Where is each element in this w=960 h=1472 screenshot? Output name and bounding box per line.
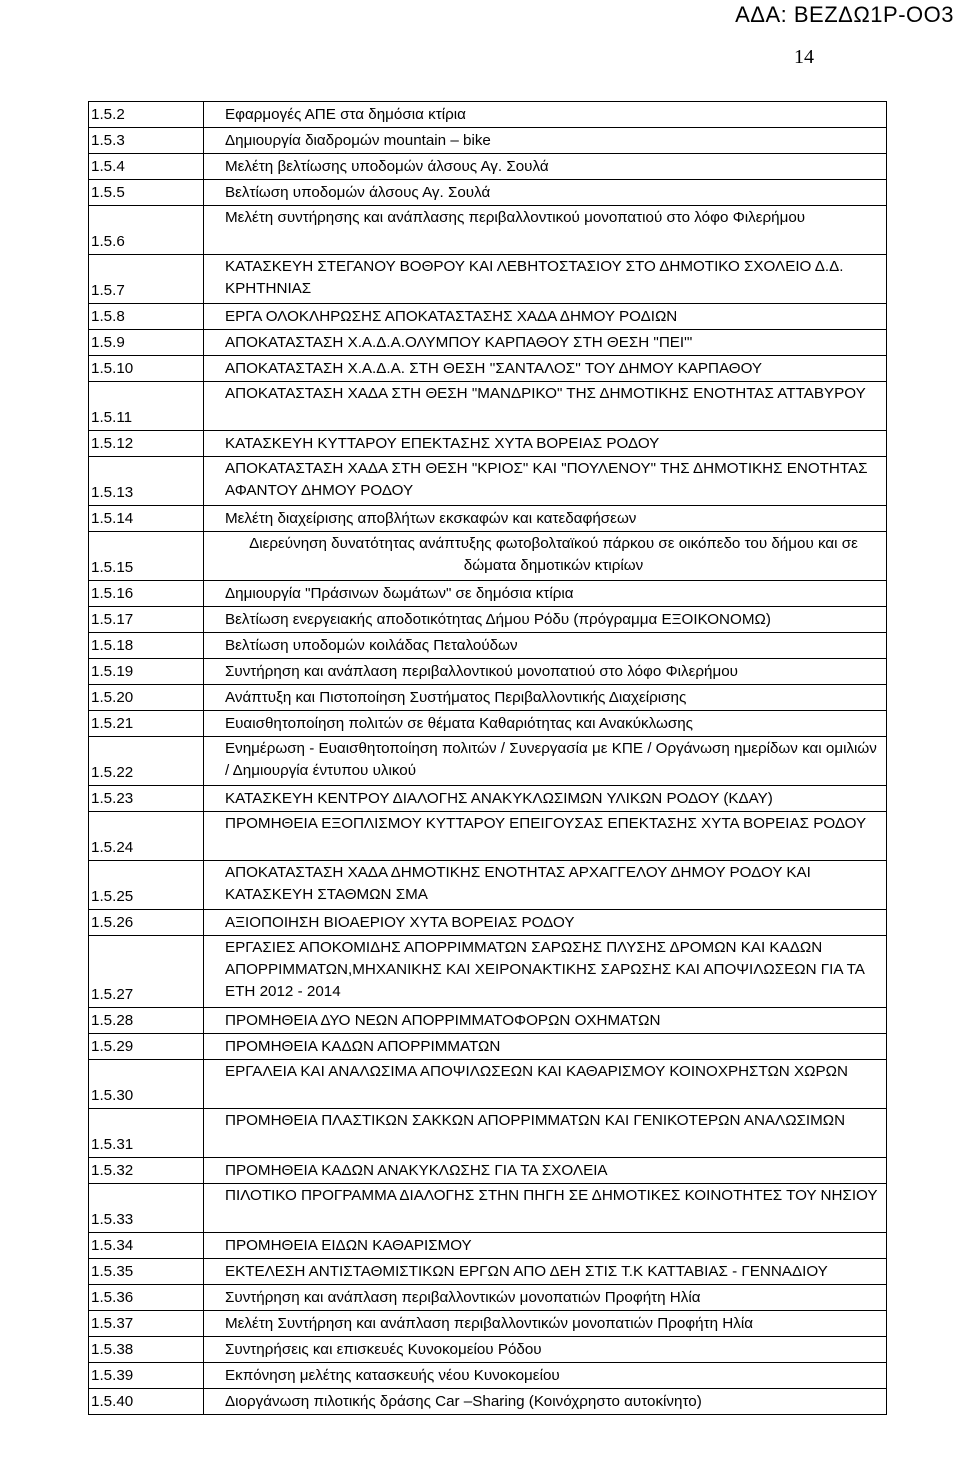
item-code: 1.5.22 [89, 737, 204, 786]
table-row [89, 356, 887, 382]
item-description: ΠΡΟΜΗΘΕΙΑ ΚΑΔΩΝ ΑΠΟΡΡΙΜΜΑΤΩΝ [204, 1034, 887, 1060]
table-row [89, 382, 887, 431]
table-row [89, 711, 887, 737]
item-code: 1.5.18 [89, 633, 204, 659]
table-row [89, 1233, 887, 1259]
table-row [89, 128, 887, 154]
item-code: 1.5.27 [89, 936, 204, 1008]
table-row [89, 581, 887, 607]
table-row [89, 910, 887, 936]
item-description: ΑΠΟΚΑΤΑΣΤΑΣΗ ΧΑΔΑ ΣΤΗ ΘΕΣΗ "ΜΑΝΔΡΙΚΟ" ΤΗΣ ΔΗΜΟΤΙΚΗΣ ΕΝΟΤΗΤΑΣ ΑΤΤΑΒΥΡΟΥ [204, 382, 887, 431]
table-row [89, 1337, 887, 1363]
table-row [89, 936, 887, 1008]
item-code: 1.5.11 [89, 382, 204, 431]
item-description: ΚΑΤΑΣΚΕΥΗ ΣΤΕΓΑΝΟΥ ΒΟΘΡΟΥ ΚΑΙ ΛΕΒΗΤΟΣΤΑΣΙΟΥ ΣΤΟ ΔΗΜΟΤΙΚΟ ΣΧΟΛΕΙΟ Δ.Δ. ΚΡΗΤΗΝΙΑΣ [204, 255, 887, 304]
item-description: Διερεύνηση δυνατότητας ανάπτυξης φωτοβολταϊκού πάρκου σε οικόπεδο του δήμου και σε δώματα δημοτικών κτιρίων [204, 532, 887, 581]
item-code: 1.5.23 [89, 786, 204, 812]
table-row [89, 685, 887, 711]
item-code: 1.5.4 [89, 154, 204, 180]
table-row [89, 330, 887, 356]
item-code: 1.5.20 [89, 685, 204, 711]
item-code: 1.5.28 [89, 1008, 204, 1034]
table-row [89, 506, 887, 532]
item-description: Ενημέρωση - Ευαισθητοποίηση πολιτών / Συνεργασία με ΚΠΕ / Οργάνωση ημερίδων και ομιλιών / Δημιουργία έντυπου υλικού [204, 737, 887, 786]
item-description: Εκπόνηση μελέτης κατασκευής νέου Κυνοκομείου [204, 1363, 887, 1389]
item-code: 1.5.10 [89, 356, 204, 382]
item-code: 1.5.12 [89, 431, 204, 457]
table-row [89, 659, 887, 685]
table-row [89, 633, 887, 659]
table-row [89, 457, 887, 506]
item-code: 1.5.5 [89, 180, 204, 206]
table-row [89, 1034, 887, 1060]
table-row [89, 431, 887, 457]
table-row [89, 1109, 887, 1158]
item-code: 1.5.15 [89, 532, 204, 581]
item-description: Εφαρμογές ΑΠΕ στα δημόσια κτίρια [204, 102, 887, 128]
item-description: ΠΡΟΜΗΘΕΙΑ ΕΞΟΠΛΙΣΜΟΥ ΚΥΤΤΑΡΟΥ ΕΠΕΙΓΟΥΣΑΣ ΕΠΕΚΤΑΣΗΣ ΧΥΤΑ ΒΟΡΕΙΑΣ ΡΟΔΟΥ [204, 812, 887, 861]
item-description: Συντήρηση και ανάπλαση περιβαλλοντικών μονοπατιών Προφήτη Ηλία [204, 1285, 887, 1311]
page-number: 14 [794, 46, 814, 68]
table-row [89, 102, 887, 128]
item-description: ΑΞΙΟΠΟΙΗΣΗ ΒΙΟΑΕΡΙΟΥ ΧΥΤΑ ΒΟΡΕΙΑΣ ΡΟΔΟΥ [204, 910, 887, 936]
item-description: Βελτίωση υποδομών κοιλάδας Πεταλούδων [204, 633, 887, 659]
table-row [89, 737, 887, 786]
item-description: Διοργάνωση πιλοτικής δράσης Car –Sharing (Κοινόχρηστο αυτοκίνητο) [204, 1389, 887, 1415]
item-description: ΚΑΤΑΣΚΕΥΗ ΚΕΝΤΡΟΥ ΔΙΑΛΟΓΗΣ ΑΝΑΚΥΚΛΩΣΙΜΩΝ ΥΛΙΚΩΝ ΡΟΔΟΥ (ΚΔΑΥ) [204, 786, 887, 812]
item-code: 1.5.35 [89, 1259, 204, 1285]
item-description: Δημιουργία "Πράσινων δωμάτων" σε δημόσια κτίρια [204, 581, 887, 607]
item-description: ΠΡΟΜΗΘΕΙΑ ΕΙΔΩΝ ΚΑΘΑΡΙΣΜΟΥ [204, 1233, 887, 1259]
table-row [89, 786, 887, 812]
item-description: Ευαισθητοποίηση πολιτών σε θέματα Καθαριότητας και Ανακύκλωσης [204, 711, 887, 737]
item-code: 1.5.31 [89, 1109, 204, 1158]
item-code: 1.5.40 [89, 1389, 204, 1415]
table-row [89, 607, 887, 633]
table-row [89, 532, 887, 581]
item-code: 1.5.14 [89, 506, 204, 532]
table-row [89, 812, 887, 861]
item-code: 1.5.34 [89, 1233, 204, 1259]
table-row [89, 1311, 887, 1337]
table-row [89, 304, 887, 330]
item-code: 1.5.26 [89, 910, 204, 936]
item-description: ΠΡΟΜΗΘΕΙΑ ΚΑΔΩΝ ΑΝΑΚΥΚΛΩΣΗΣ ΓΙΑ ΤΑ ΣΧΟΛΕΙΑ [204, 1158, 887, 1184]
item-description: Μελέτη συντήρησης και ανάπλασης περιβαλλοντικού μονοπατιού στο λόφο Φιλερήμου [204, 206, 887, 255]
item-description: ΑΠΟΚΑΤΑΣΤΑΣΗ Χ.Α.Δ.Α.ΟΛΥΜΠΟΥ ΚΑΡΠΑΘΟΥ ΣΤΗ ΘΕΣΗ "ΠΕΙ"' [204, 330, 887, 356]
item-code: 1.5.16 [89, 581, 204, 607]
item-code: 1.5.32 [89, 1158, 204, 1184]
table-row [89, 1259, 887, 1285]
item-code: 1.5.13 [89, 457, 204, 506]
item-code: 1.5.3 [89, 128, 204, 154]
table-row [89, 861, 887, 910]
item-description: ΠΡΟΜΗΘΕΙΑ ΠΛΑΣΤΙΚΩΝ ΣΑΚΚΩΝ ΑΠΟΡΡΙΜΜΑΤΩΝ ΚΑΙ ΓΕΝΙΚΟΤΕΡΩΝ ΑΝΑΛΩΣΙΜΩΝ [204, 1109, 887, 1158]
item-code: 1.5.36 [89, 1285, 204, 1311]
item-description: Μελέτη βελτίωσης υποδομών άλσους Αγ. Σουλά [204, 154, 887, 180]
ada-code: ΑΔΑ: ΒΕΖΔΩ1Ρ-ΟΟ3 [735, 2, 954, 27]
projects-table [88, 101, 887, 1415]
item-description: ΕΚΤΕΛΕΣΗ ΑΝΤΙΣΤΑΘΜΙΣΤΙΚΩΝ ΕΡΓΩΝ ΑΠΟ ΔΕΗ ΣΤΙΣ Τ.Κ ΚΑΤΤΑΒΙΑΣ - ΓΕΝΝΑΔΙΟΥ [204, 1259, 887, 1285]
item-description: ΕΡΓΑΛΕΙΑ ΚΑΙ ΑΝΑΛΩΣΙΜΑ ΑΠΟΨΙΛΩΣΕΩΝ ΚΑΙ ΚΑΘΑΡΙΣΜΟΥ ΚΟΙΝΟΧΡΗΣΤΩΝ ΧΩΡΩΝ [204, 1060, 887, 1109]
item-description: Βελτίωση υποδομών άλσους Αγ. Σουλά [204, 180, 887, 206]
item-description: Βελτίωση ενεργειακής αποδοτικότητας Δήμου Ρόδυ (πρόγραμμα ΕΞΟΙΚΟΝΟΜΩ) [204, 607, 887, 633]
item-code: 1.5.37 [89, 1311, 204, 1337]
item-description: ΠΙΛΟΤΙΚΟ ΠΡΟΓΡΑΜΜΑ ΔΙΑΛΟΓΗΣ ΣΤΗΝ ΠΗΓΗ ΣΕ ΔΗΜΟΤΙΚΕΣ ΚΟΙΝΟΤΗΤΕΣ ΤΟΥ ΝΗΣΙΟΥ [204, 1184, 887, 1233]
item-description: Μελέτη διαχείρισης αποβλήτων εκσκαφών και κατεδαφήσεων [204, 506, 887, 532]
item-description: ΚΑΤΑΣΚΕΥΗ ΚΥΤΤΑΡΟΥ ΕΠΕΚΤΑΣΗΣ ΧΥΤΑ ΒΟΡΕΙΑΣ ΡΟΔΟΥ [204, 431, 887, 457]
table-row [89, 1008, 887, 1034]
item-description: ΕΡΓΑ ΟΛΟΚΛΗΡΩΣΗΣ ΑΠΟΚΑΤΑΣΤΑΣΗΣ ΧΑΔΑ ΔΗΜΟΥ ΡΟΔΙΩΝ [204, 304, 887, 330]
table-row [89, 180, 887, 206]
table-row [89, 154, 887, 180]
item-code: 1.5.24 [89, 812, 204, 861]
item-code: 1.5.17 [89, 607, 204, 633]
table-row [89, 255, 887, 304]
projects-table-body [89, 102, 887, 1415]
item-description: Μελέτη Συντήρηση και ανάπλαση περιβαλλοντικών μονοπατιών Προφήτη Ηλία [204, 1311, 887, 1337]
item-code: 1.5.29 [89, 1034, 204, 1060]
item-description: Ανάπτυξη και Πιστοποίηση Συστήματος Περιβαλλοντικής Διαχείρισης [204, 685, 887, 711]
item-code: 1.5.7 [89, 255, 204, 304]
table-row [89, 206, 887, 255]
item-code: 1.5.33 [89, 1184, 204, 1233]
item-description: ΕΡΓΑΣΙΕΣ ΑΠΟΚΟΜΙΔΗΣ ΑΠΟΡΡΙΜΜΑΤΩΝ ΣΑΡΩΣΗΣ ΠΛΥΣΗΣ ΔΡΟΜΩΝ ΚΑΙ ΚΑΔΩΝ ΑΠΟΡΡΙΜΜΑΤΩΝ,ΜΗΧΑΝΙΚΗΣ ΚΑΙ ΧΕΙΡΟΝΑΚΤΙΚΗΣ ΣΑΡΩΣΗΣ ΚΑΙ ΑΠΟΨΙΛΩΣΕΩΝ ΓΙΑ ΤΑ ΕΤΗ 2012 - 2014 [204, 936, 887, 1008]
item-code: 1.5.6 [89, 206, 204, 255]
item-code: 1.5.9 [89, 330, 204, 356]
item-code: 1.5.21 [89, 711, 204, 737]
item-code: 1.5.25 [89, 861, 204, 910]
table-row [89, 1158, 887, 1184]
item-code: 1.5.19 [89, 659, 204, 685]
item-description: ΠΡΟΜΗΘΕΙΑ ΔΥΟ ΝΕΩΝ ΑΠΟΡΡΙΜΜΑΤΟΦΟΡΩΝ ΟΧΗΜΑΤΩΝ [204, 1008, 887, 1034]
item-description: ΑΠΟΚΑΤΑΣΤΑΣΗ ΧΑΔΑ ΣΤΗ ΘΕΣΗ "ΚΡΙΟΣ" ΚΑΙ "ΠΟΥΛΕΝΟΥ" ΤΗΣ ΔΗΜΟΤΙΚΗΣ ΕΝΟΤΗΤΑΣ ΑΦΑΝΤΟΥ ΔΗΜΟΥ ΡΟΔΟΥ [204, 457, 887, 506]
table-row [89, 1184, 887, 1233]
item-code: 1.5.39 [89, 1363, 204, 1389]
item-code: 1.5.2 [89, 102, 204, 128]
table-row [89, 1285, 887, 1311]
table-row [89, 1389, 887, 1415]
item-description: Συντηρήσεις και επισκευές Κυνοκομείου Ρόδου [204, 1337, 887, 1363]
item-description: ΑΠΟΚΑΤΑΣΤΑΣΗ Χ.Α.Δ.Α. ΣΤΗ ΘΕΣΗ ''ΣΑΝΤΑΛΟΣ'' ΤΟΥ ΔΗΜΟΥ ΚΑΡΠΑΘΟΥ [204, 356, 887, 382]
item-code: 1.5.38 [89, 1337, 204, 1363]
item-code: 1.5.30 [89, 1060, 204, 1109]
item-description: Συντήρηση και ανάπλαση περιβαλλοντικού μονοπατιού στο λόφο Φιλερήμου [204, 659, 887, 685]
table-row [89, 1060, 887, 1109]
item-code: 1.5.8 [89, 304, 204, 330]
item-description: Δημιουργία διαδρομών mountain – bike [204, 128, 887, 154]
table-row [89, 1363, 887, 1389]
item-description: ΑΠΟΚΑΤΑΣΤΑΣΗ ΧΑΔΑ ΔΗΜΟΤΙΚΗΣ ΕΝΟΤΗΤΑΣ ΑΡΧΑΓΓΕΛΟΥ ΔΗΜΟΥ ΡΟΔΟΥ ΚΑΙ ΚΑΤΑΣΚΕΥΗ ΣΤΑΘΜΩΝ ΣΜΑ [204, 861, 887, 910]
